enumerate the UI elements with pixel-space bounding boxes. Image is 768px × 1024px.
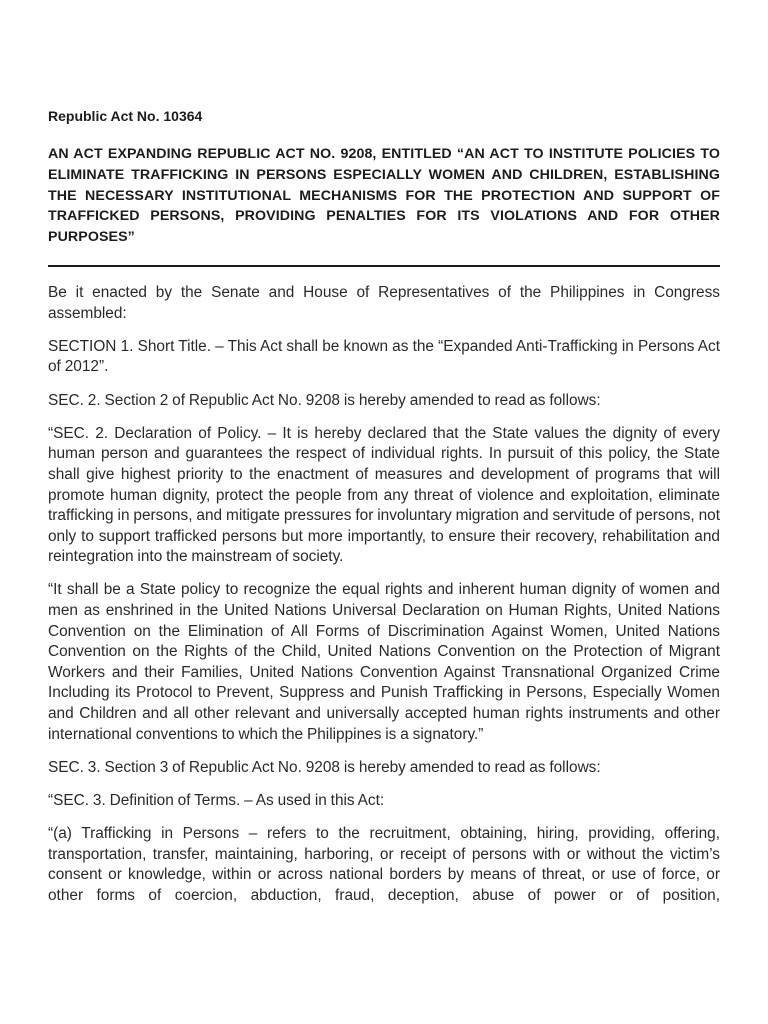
document-page xyxy=(48,106,720,919)
act-number: Republic Act No. 10364 xyxy=(48,108,203,124)
trafficking-in-persons-definition: “(a) Trafficking in Persons – refers to the recruitment, obtaining, hiring, providing, offering, transportation, transfer, maintaining, harboring, or receipt of persons with or without the victim’s consent or knowledge, within or across national borders by means of threat, or use of force, or other forms of coercion, abduction, fraud, deception, abuse of power or of position, xyxy=(48,825,720,904)
act-title: AN ACT EXPANDING REPUBLIC ACT NO. 9208, ENTITLED “AN ACT TO INSTITUTE POLICIES TO ELIMINATE TRAFFICKING IN PERSONS ESPECIALLY WOMEN AND CHILDREN, ESTABLISHING THE NECESSARY INSTITUTIONAL MECHANISMS FOR THE PROTECTION AND SUPPORT OF TRAFFICKED PERSONS, PROVIDING PENALTIES FOR ITS VIOLATIONS AND FOR OTHER PURPOSES” xyxy=(48,146,720,246)
enacting-clause: Be it enacted by the Senate and House of Representatives of the Philippines in Congress assembled: xyxy=(48,283,720,322)
declaration-of-policy: “SEC. 2. Declaration of Policy. – It is hereby declared that the State values the dignity of every human person and guarantees the respect of individual rights. In pursuit of this policy, the State shall give highest priority to the enactment of measures and development of programs that will promote human dignity, protect the people from any threat of violence and exploitation, eliminate trafficking in persons, and mitigate pressures for involuntary migration and servitude of persons, not only to support trafficked persons but more importantly, to ensure their recovery, rehabilitation and reintegration into the mainstream of society. xyxy=(48,424,720,566)
section-1-short-title: SECTION 1. Short Title. – This Act shall be known as the “Expanded Anti-Trafficking in Persons Act of 2012”. xyxy=(48,337,720,376)
state-policy-paragraph: “It shall be a State policy to recognize the equal rights and inherent human dignity of women and men as enshrined in the United Nations Universal Declaration on Human Rights, United Nations Convention on the Elimination of All Forms of Discrimination Against Women, United Nations Convention on the Rights of the Child, United Nations Convention on the Protection of Migrant Workers and their Families, United Nations Convention Against Transnational Organized Crime Including its Protocol to Prevent, Suppress and Punish Trafficking in Persons, Especially Women and Children and all other relevant and universally accepted human rights instruments and other international conventions to which the Philippines is a signatory.” xyxy=(48,581,720,743)
section-2-amendment: SEC. 2. Section 2 of Republic Act No. 9208 is hereby amended to read as follows: xyxy=(48,391,601,409)
title-divider xyxy=(48,265,720,267)
section-3-amendment: SEC. 3. Section 3 of Republic Act No. 9208 is hereby amended to read as follows: xyxy=(48,758,601,776)
definition-of-terms: “SEC. 3. Definition of Terms. – As used in this Act: xyxy=(48,792,385,810)
